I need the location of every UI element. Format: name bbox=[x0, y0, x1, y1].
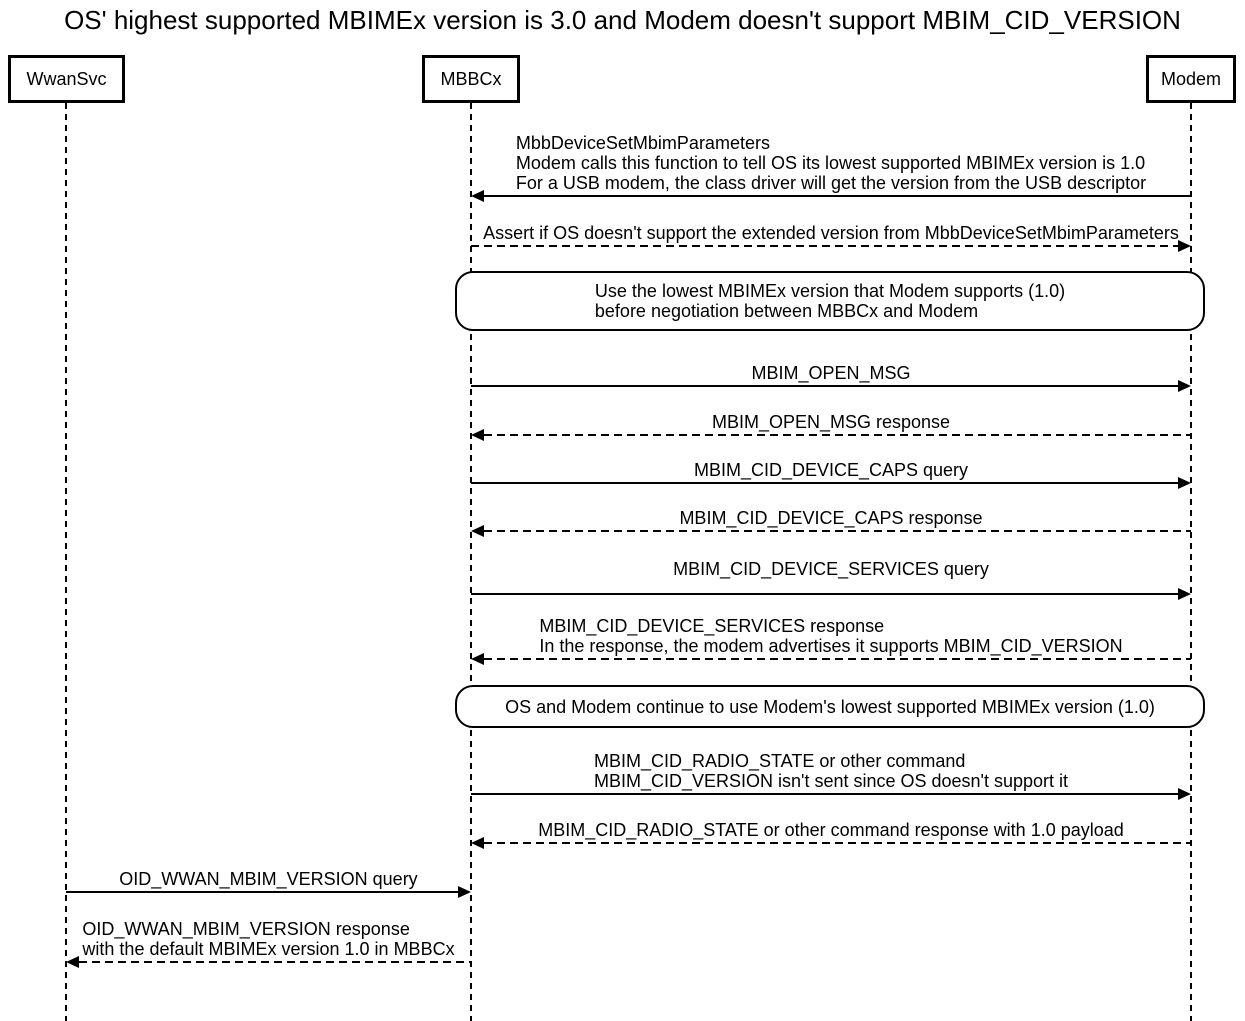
message-3-line bbox=[484, 434, 1191, 436]
note-lowest-version bbox=[455, 271, 1205, 331]
message-11-label bbox=[66, 919, 471, 959]
message-0-arrowhead-left-icon bbox=[471, 190, 484, 202]
message-3-line-0: MBIM_OPEN_MSG response bbox=[711, 412, 951, 432]
participant-wwansvc-label: WwanSvc bbox=[26, 68, 107, 89]
message-11-line bbox=[79, 961, 471, 963]
message-9-label bbox=[471, 820, 1191, 840]
message-0-line-1: Modem calls this function to tell OS its lowest supported MBIMEx version is 1.0 bbox=[515, 153, 1146, 173]
message-1-line-0: Assert if OS doesn't support the extended version from MbbDeviceSetMbimParameters bbox=[483, 223, 1179, 243]
message-9-line bbox=[484, 842, 1191, 844]
note-1-line-0: OS and Modem continue to use Modem's lowest supported MBIMEx version (1.0) bbox=[505, 696, 1155, 717]
message-8-arrowhead-right-icon bbox=[1178, 788, 1191, 800]
note-continue-version bbox=[455, 685, 1205, 728]
message-2-line bbox=[471, 385, 1178, 387]
message-6-label bbox=[471, 559, 1191, 579]
participant-wwansvc bbox=[8, 55, 125, 103]
message-1-arrowhead-right-icon bbox=[1178, 240, 1191, 252]
diagram-title: OS' highest supported MBIMEx version is 3.0 and Modem doesn't support MBIM_CID_VERSION bbox=[64, 5, 1181, 35]
message-3-label bbox=[471, 412, 1191, 432]
message-11-line-1: with the default MBIMEx version 1.0 in MBBCx bbox=[82, 939, 455, 959]
message-5-label bbox=[471, 508, 1191, 528]
message-4-line-0: MBIM_CID_DEVICE_CAPS query bbox=[693, 460, 969, 480]
message-5-line bbox=[484, 530, 1191, 532]
message-11-line-0: OID_WWAN_MBIM_VERSION response bbox=[82, 919, 410, 939]
participant-mbbcx-label: MBBCx bbox=[440, 68, 502, 89]
message-7-arrowhead-left-icon bbox=[471, 653, 484, 665]
message-7-label bbox=[471, 616, 1191, 656]
message-0-label bbox=[471, 133, 1191, 193]
message-3-arrowhead-left-icon bbox=[471, 429, 484, 441]
message-8-line bbox=[471, 793, 1178, 795]
message-4-label bbox=[471, 460, 1191, 480]
note-0-line-1: before negotiation between MBBCx and Modem bbox=[594, 301, 979, 321]
message-6-line-0: MBIM_CID_DEVICE_SERVICES query bbox=[673, 559, 989, 579]
message-5-arrowhead-left-icon bbox=[471, 525, 484, 537]
message-1-line bbox=[471, 245, 1178, 247]
message-8-line-1: MBIM_CID_VERSION isn't sent since OS doesn't support it bbox=[593, 771, 1069, 791]
participant-modem bbox=[1146, 55, 1236, 103]
message-6-arrowhead-right-icon bbox=[1178, 588, 1191, 600]
message-2-label bbox=[471, 363, 1191, 383]
note-0-line-0: Use the lowest MBIMEx version that Modem supports (1.0) bbox=[594, 281, 1066, 301]
message-5-line-0: MBIM_CID_DEVICE_CAPS response bbox=[679, 508, 983, 528]
message-8-label bbox=[471, 751, 1191, 791]
message-8-line-0: MBIM_CID_RADIO_STATE or other command bbox=[593, 751, 966, 771]
message-7-line-0: MBIM_CID_DEVICE_SERVICES response bbox=[539, 616, 885, 636]
participant-mbbcx bbox=[422, 55, 520, 103]
message-10-label bbox=[66, 869, 471, 889]
message-0-line bbox=[483, 195, 1191, 197]
message-10-line bbox=[66, 891, 458, 893]
message-2-arrowhead-right-icon bbox=[1178, 380, 1191, 392]
participant-modem-label: Modem bbox=[1160, 68, 1222, 89]
message-11-arrowhead-left-icon bbox=[66, 956, 79, 968]
message-10-arrowhead-right-icon bbox=[458, 886, 471, 898]
message-7-line-1: In the response, the modem advertises it supports MBIM_CID_VERSION bbox=[539, 636, 1123, 656]
message-0-line-2: For a USB modem, the class driver will get the version from the USB descriptor bbox=[515, 173, 1147, 193]
message-9-line-0: MBIM_CID_RADIO_STATE or other command response with 1.0 payload bbox=[538, 820, 1124, 840]
message-0-line-0: MbbDeviceSetMbimParameters bbox=[515, 133, 770, 153]
message-2-line-0: MBIM_OPEN_MSG bbox=[751, 363, 911, 383]
message-6-line bbox=[471, 593, 1178, 595]
message-1-label bbox=[471, 223, 1191, 243]
message-9-arrowhead-left-icon bbox=[471, 837, 484, 849]
message-4-arrowhead-right-icon bbox=[1178, 477, 1191, 489]
message-10-line-0: OID_WWAN_MBIM_VERSION query bbox=[119, 869, 418, 889]
message-4-line bbox=[471, 482, 1178, 484]
message-7-line bbox=[484, 658, 1191, 660]
